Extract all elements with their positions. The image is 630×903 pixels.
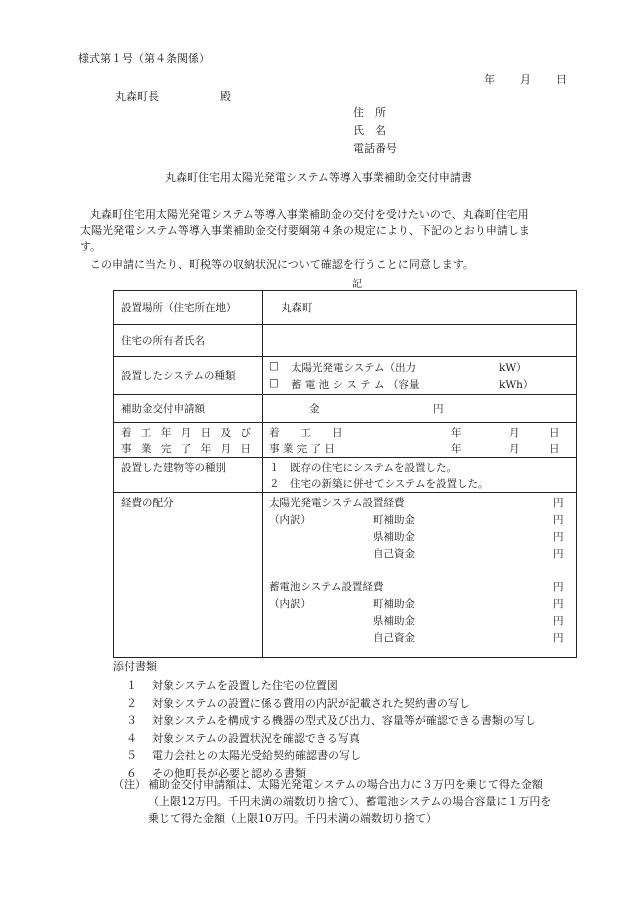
battery-checkbox[interactable]: □ bbox=[269, 377, 279, 389]
battery-own-funds: 自己資金 bbox=[373, 632, 415, 644]
form-number: 様式第１号（第４条関係） bbox=[78, 52, 210, 65]
date-day: 日 bbox=[556, 73, 567, 86]
applicant-phone-label: 電話番号 bbox=[353, 142, 397, 155]
row-building-type bbox=[114, 458, 577, 493]
building-option-2[interactable]: ２ 住宅の新築に併せてシステムを設置した。 bbox=[269, 478, 489, 490]
solar-cost-label: 太陽光発電システム設置経費 bbox=[269, 497, 405, 509]
attachment-item: その他町長が必要と認める書類 bbox=[152, 766, 306, 780]
building-option-1[interactable]: １ 既存の住宅にシステムを設置した。 bbox=[269, 462, 457, 474]
amount-unit: 円 bbox=[433, 403, 444, 415]
attachment-item: 対象システムを設置した住宅の位置図 bbox=[152, 679, 338, 692]
attachment-number: ２ bbox=[126, 696, 137, 710]
start-date-label: 着 工 日 bbox=[269, 427, 343, 439]
intro-line-3: す。 bbox=[80, 240, 102, 253]
owner-label: 住宅の所有者氏名 bbox=[121, 335, 205, 347]
amount-prefix: 金 bbox=[309, 403, 320, 415]
cost-allocation-label: 経費の配分 bbox=[121, 497, 174, 509]
amount-label: 補助金交付申請額 bbox=[121, 403, 205, 415]
solar-pref-subsidy: 県補助金 bbox=[373, 531, 415, 543]
location-label: 設置場所（住宅所在地） bbox=[121, 302, 237, 314]
battery-own-yen: 円 bbox=[553, 632, 564, 644]
battery-town-subsidy: 町補助金 bbox=[373, 598, 415, 610]
owner-value-field[interactable] bbox=[263, 325, 576, 356]
row-cost-allocation bbox=[114, 493, 577, 658]
battery-system-label: 蓄 電 池 シ ス テ ム （容量 bbox=[291, 379, 420, 391]
solar-breakdown-label: （内訳） bbox=[269, 514, 311, 526]
note-line-3: 乗じて得た金額（上限10万円。千円未満の端数切り捨て） bbox=[148, 812, 437, 825]
ki-heading: 記 bbox=[352, 279, 362, 290]
battery-pref-subsidy: 県補助金 bbox=[373, 615, 415, 627]
solar-checkbox[interactable]: □ bbox=[269, 360, 279, 372]
note-label: （注） bbox=[113, 778, 146, 791]
dates-label-line-2: 事業完了年月日 bbox=[121, 443, 251, 455]
location-value[interactable]: 丸森町 bbox=[281, 302, 313, 314]
document-title: 丸森町住宅用太陽光発電システム等導入事業補助金交付申請書 bbox=[165, 171, 472, 184]
solar-town-subsidy: 町補助金 bbox=[373, 514, 415, 526]
battery-pref-yen: 円 bbox=[553, 615, 564, 627]
attachment-number: ５ bbox=[126, 749, 137, 762]
end-day: 日 bbox=[549, 443, 560, 455]
battery-cost-yen: 円 bbox=[553, 581, 564, 593]
battery-town-yen: 円 bbox=[553, 598, 564, 610]
end-date-label: 事 業 完 了 日 bbox=[269, 443, 335, 455]
attachment-number: ３ bbox=[126, 714, 137, 727]
attachment-number: ４ bbox=[126, 731, 137, 745]
application-table bbox=[113, 290, 577, 658]
applicant-name-label: 氏 名 bbox=[353, 124, 386, 137]
building-type-label: 設置した建物等の種別 bbox=[121, 462, 226, 474]
solar-own-yen: 円 bbox=[553, 548, 564, 560]
end-month: 月 bbox=[509, 443, 520, 455]
attachment-number: ６ bbox=[126, 766, 137, 780]
row-dates bbox=[114, 423, 577, 458]
addressee-mayor: 丸森町長 bbox=[115, 90, 159, 103]
solar-cost-yen: 円 bbox=[553, 497, 564, 509]
attachment-number: １ bbox=[126, 679, 137, 692]
row-system-type bbox=[114, 357, 577, 395]
start-year: 年 bbox=[451, 427, 462, 439]
note-line-2: （上限12万円。千円未満の端数切り捨て）、蓄電池システムの場合容量に１万円を bbox=[148, 795, 552, 808]
battery-cost-label: 蓄電池システム設置経費 bbox=[269, 581, 384, 593]
row-location bbox=[114, 291, 577, 325]
system-type-label: 設置したシステムの種類 bbox=[121, 370, 236, 382]
applicant-address-label: 住 所 bbox=[353, 106, 386, 119]
solar-town-yen: 円 bbox=[553, 514, 564, 526]
row-amount bbox=[114, 395, 577, 423]
consent-statement: この申請に当たり、町税等の収納状況について確認を行うことに同意します。 bbox=[90, 258, 474, 271]
attachment-item: 対象システムの設置に係る費用の内訳が記載された契約書の写し bbox=[152, 696, 470, 710]
start-day: 日 bbox=[549, 427, 560, 439]
solar-own-funds: 自己資金 bbox=[373, 548, 415, 560]
attachment-item: 対象システムの設置状況を確認できる写真 bbox=[152, 731, 360, 745]
intro-line-1: 丸森町住宅用太陽光発電システム等導入事業補助金の交付を受けたいので、丸森町住宅用 bbox=[90, 208, 529, 221]
end-year: 年 bbox=[451, 443, 462, 455]
date-year: 年 bbox=[484, 73, 495, 86]
intro-line-2: 太陽光発電システム等導入事業補助金交付要綱第４条の規定により、下記のとおり申請しま bbox=[80, 224, 530, 237]
addressee-honorific: 殿 bbox=[220, 90, 231, 103]
attachment-item: 電力会社との太陽光受給契約確認書の写し bbox=[152, 749, 361, 762]
solar-system-label: 太陽光発電システム（出力 bbox=[291, 362, 416, 374]
start-month: 月 bbox=[509, 427, 520, 439]
solar-pref-yen: 円 bbox=[553, 531, 564, 543]
date-month: 月 bbox=[520, 73, 531, 86]
row-owner bbox=[114, 325, 577, 357]
dates-label-line-1: 着工年月日及び bbox=[121, 427, 251, 439]
battery-unit: kWh） bbox=[499, 379, 534, 391]
battery-breakdown-label: （内訳） bbox=[269, 598, 311, 610]
note-line-1: 補助金交付申請額は、太陽光発電システムの場合出力に３万円を乗じて得た金額 bbox=[148, 778, 543, 791]
attachments-heading: 添付書類 bbox=[113, 660, 157, 673]
attachment-item: 対象システムを構成する機器の型式及び出力、容量等が確認できる書類の写し bbox=[152, 714, 536, 727]
solar-unit: kW） bbox=[499, 362, 527, 374]
